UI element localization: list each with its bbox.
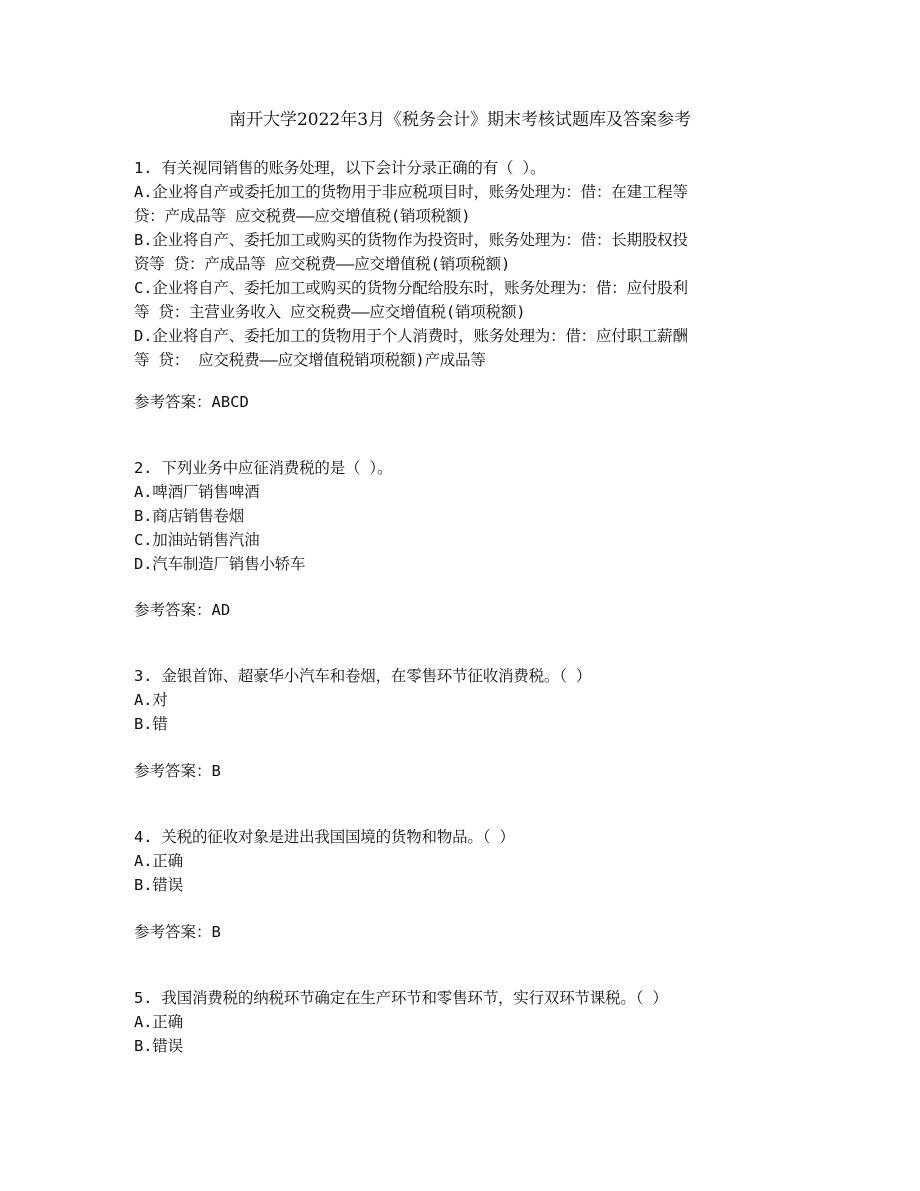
question-5 bbox=[134, 986, 794, 1058]
question-stem: 2. 下列业务中应征消费税的是（ ）。 bbox=[134, 459, 393, 477]
answer-4 bbox=[134, 920, 221, 944]
option-line: B.错误 bbox=[134, 1037, 183, 1055]
question-stem: 1. 有关视同销售的账务处理，以下会计分录正确的有（ ）。 bbox=[134, 159, 546, 177]
option-line: B.错 bbox=[134, 715, 168, 733]
option-line: 贷：产成品等 应交税费——应交增值税(销项税额) bbox=[134, 207, 471, 225]
question-3 bbox=[134, 664, 794, 736]
option-line: D.汽车制造厂销售小轿车 bbox=[134, 555, 306, 573]
option-line: C.加油站销售汽油 bbox=[134, 531, 260, 549]
question-stem: 4. 关税的征收对象是进出我国国境的货物和物品。（ ） bbox=[134, 828, 515, 846]
option-line: 等 贷： 应交税费——应交增值税销项税额)产成品等 bbox=[134, 351, 486, 369]
option-line: B.企业将自产、委托加工或购买的货物作为投资时，账务处理为：借：长期股权投 bbox=[134, 231, 688, 249]
option-line: 资等 贷：产成品等 应交税费——应交增值税(销项税额) bbox=[134, 255, 511, 273]
answer-label: 参考答案： bbox=[134, 762, 212, 780]
answer-value: AD bbox=[211, 601, 231, 619]
answer-label: 参考答案： bbox=[134, 601, 212, 619]
answer-3 bbox=[134, 759, 221, 783]
question-4 bbox=[134, 825, 794, 897]
option-line: A.企业将自产或委托加工的货物用于非应税项目时，账务处理为：借：在建工程等 bbox=[134, 183, 688, 201]
question-stem: 5. 我国消费税的纳税环节确定在生产环节和零售环节，实行双环节课税。（ ） bbox=[134, 989, 668, 1007]
answer-1 bbox=[134, 390, 249, 414]
option-line: A.啤酒厂销售啤酒 bbox=[134, 483, 260, 501]
document-title: 南开大学2022年3月《税务会计》期末考核试题库及答案参考 bbox=[228, 110, 692, 130]
option-line: C.企业将自产、委托加工或购买的货物分配给股东时，账务处理为：借：应付股利 bbox=[134, 279, 688, 297]
question-stem: 3. 金银首饰、超豪华小汽车和卷烟，在零售环节征收消费税。（ ） bbox=[134, 667, 592, 685]
answer-value: B bbox=[211, 923, 221, 941]
answer-value: ABCD bbox=[211, 393, 249, 411]
question-1 bbox=[134, 156, 794, 372]
question-2 bbox=[134, 456, 794, 576]
option-line: 等 贷：主营业务收入 应交税费——应交增值税(销项税额) bbox=[134, 303, 526, 321]
option-line: D.企业将自产、委托加工的货物用于个人消费时，账务处理为：借：应付职工薪酬 bbox=[134, 327, 688, 345]
answer-2 bbox=[134, 598, 230, 622]
option-line: A.对 bbox=[134, 691, 168, 709]
answer-label: 参考答案： bbox=[134, 923, 212, 941]
option-line: B.商店销售卷烟 bbox=[134, 507, 245, 525]
option-line: A.正确 bbox=[134, 1013, 183, 1031]
option-line: B.错误 bbox=[134, 876, 183, 894]
answer-label: 参考答案： bbox=[134, 393, 212, 411]
answer-value: B bbox=[211, 762, 221, 780]
option-line: A.正确 bbox=[134, 852, 183, 870]
